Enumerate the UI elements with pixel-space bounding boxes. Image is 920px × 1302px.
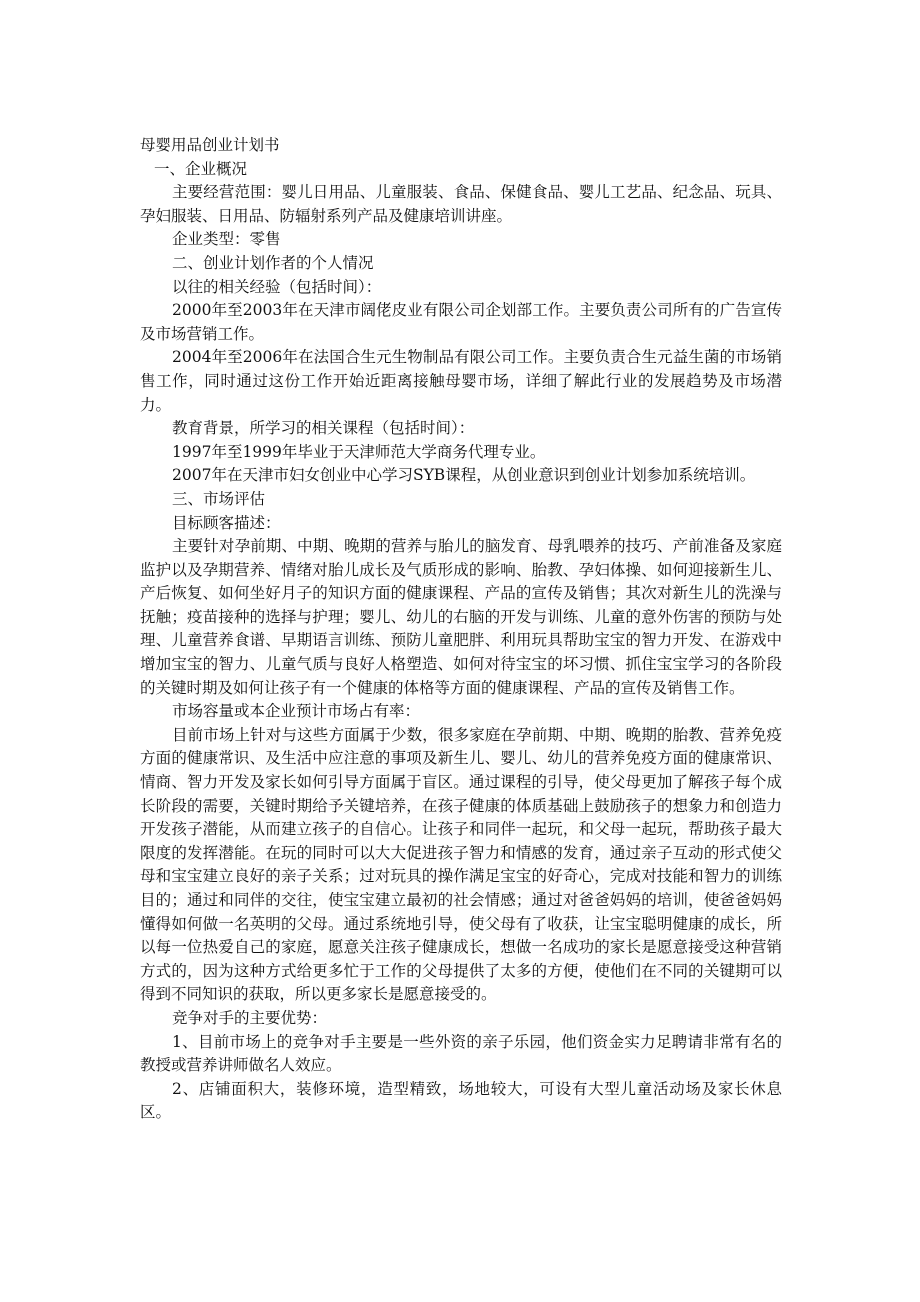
section-heading-author: 二、创业计划作者的个人情况	[172, 253, 374, 272]
target-customer-label: 目标顾客描述：	[172, 513, 281, 532]
competitor-paragraph-1: 1、目前市场上的竞争对手主要是一些外资的亲子乐园，他们资金实力足聘请非常有名的教授或营养讲师做名人效应。	[140, 1032, 782, 1075]
document-page	[140, 134, 782, 1125]
business-scope-paragraph: 主要经营范围：婴儿日用品、儿童服装、食品、保健食品、婴儿工艺品、纪念品、玩具、孕妇服装、日用品、防辐射系列产品及健康培训讲座。	[140, 183, 782, 225]
education-line-2: 2007年在天津市妇女创业中心学习SYB课程，从创业意识到创业计划参加系统培训。	[172, 466, 756, 485]
competitor-paragraph-2: 2、店铺面积大，装修环境，造型精致，场地较大，可设有大型儿童活动场及家长休息区。	[140, 1079, 782, 1122]
document-title: 母婴用品创业计划书	[140, 136, 280, 154]
business-type-line: 企业类型：零售	[172, 230, 281, 249]
section-heading-overview: 一、企业概况	[154, 159, 248, 178]
experience-label: 以往的相关经验（包括时间）：	[172, 277, 382, 296]
experience-paragraph-1: 2000年至2003年在天津市阔佬皮业有限公司企划部工作。主要负责公司所有的广告宣传及市场营销工作。	[140, 301, 782, 343]
market-share-label: 市场容量或本企业预计市场占有率：	[172, 702, 421, 721]
market-share-paragraph: 目前市场上针对与这些方面属于少数，很多家庭在孕前期、中期、晚期的胎教、营养免疫方面的健康常识、及生活中应注意的事项及新生儿、婴儿、幼儿的营养免疫方面的健康常识、情商、智力开发及家长如何引导方面属于盲区。通过课程的引导，使父母更加了解孩子每个成长阶段的需要，关键时期给予关键培养，在孩子健康的体质基础上鼓励孩子的想象力和创造力开发孩子潜能，从而建立孩子的自信心。让孩子和同伴一起玩，和父母一起玩，帮助孩子最大限度的发挥潜能。在玩的同时可以大大促进孩子智力和情感的发育，通过亲子互动的形式使父母和宝宝建立良好的亲子关系；过对玩具的操作满足宝宝的好奇心，完成对技能和智力的训练目的；通过和同伴的交往，使宝宝建立最初的社会情感；通过对爸爸妈妈的培训，使爸爸妈妈懂得如何做一名英明的父母。通过系统地引导，使父母有了收获，让宝宝聪明健康的成长，所以每一位热爱自己的家庭，愿意关注孩子健康成长，想做一名成功的家长是愿意接受这种营销方式的，因为这种方式给更多忙于工作的父母提供了太多的方便，使他们在不同的关键期可以得到不同知识的获取，所以更多家长是愿意接受的。	[140, 725, 782, 1004]
experience-paragraph-2: 2004年至2006年在法国合生元生物制品有限公司工作。主要负责合生元益生菌的市场销售工作，同时通过这份工作开始近距离接触母婴市场，详细了解此行业的发展趋势及市场潜力。	[140, 348, 782, 414]
education-line-1: 1997年至1999年毕业于天津师范大学商务代理专业。	[172, 442, 546, 461]
section-heading-market: 三、市场评估	[172, 489, 266, 508]
target-customer-paragraph: 主要针对孕前期、中期、晚期的营养与胎儿的脑发育、母乳喂养的技巧、产前准备及家庭监护以及孕期营养、情绪对胎儿成长及气质形成的影响、胎教、孕妇体操、如何迎接新生儿、产后恢复、如何坐好月子的知识方面的健康课程、产品的宣传及销售；其次对新生儿的洗澡与抚触；疫苗接种的选择与护理；婴儿、幼儿的右脑的开发与训练、儿童的意外伤害的预防与处理、儿童营养食谱、早期语言训练、预防儿童肥胖、利用玩具帮助宝宝的智力开发、在游戏中增加宝宝的智力、儿童气质与良好人格塑造、如何对待宝宝的坏习惯、抓住宝宝学习的各阶段的关键时期及如何让孩子有一个健康的体格等方面的健康课程、产品的宣传及销售工作。	[140, 537, 782, 697]
competitor-label: 竞争对手的主要优势：	[172, 1008, 328, 1027]
education-label: 教育背景，所学习的相关课程（包括时间）：	[172, 419, 475, 438]
